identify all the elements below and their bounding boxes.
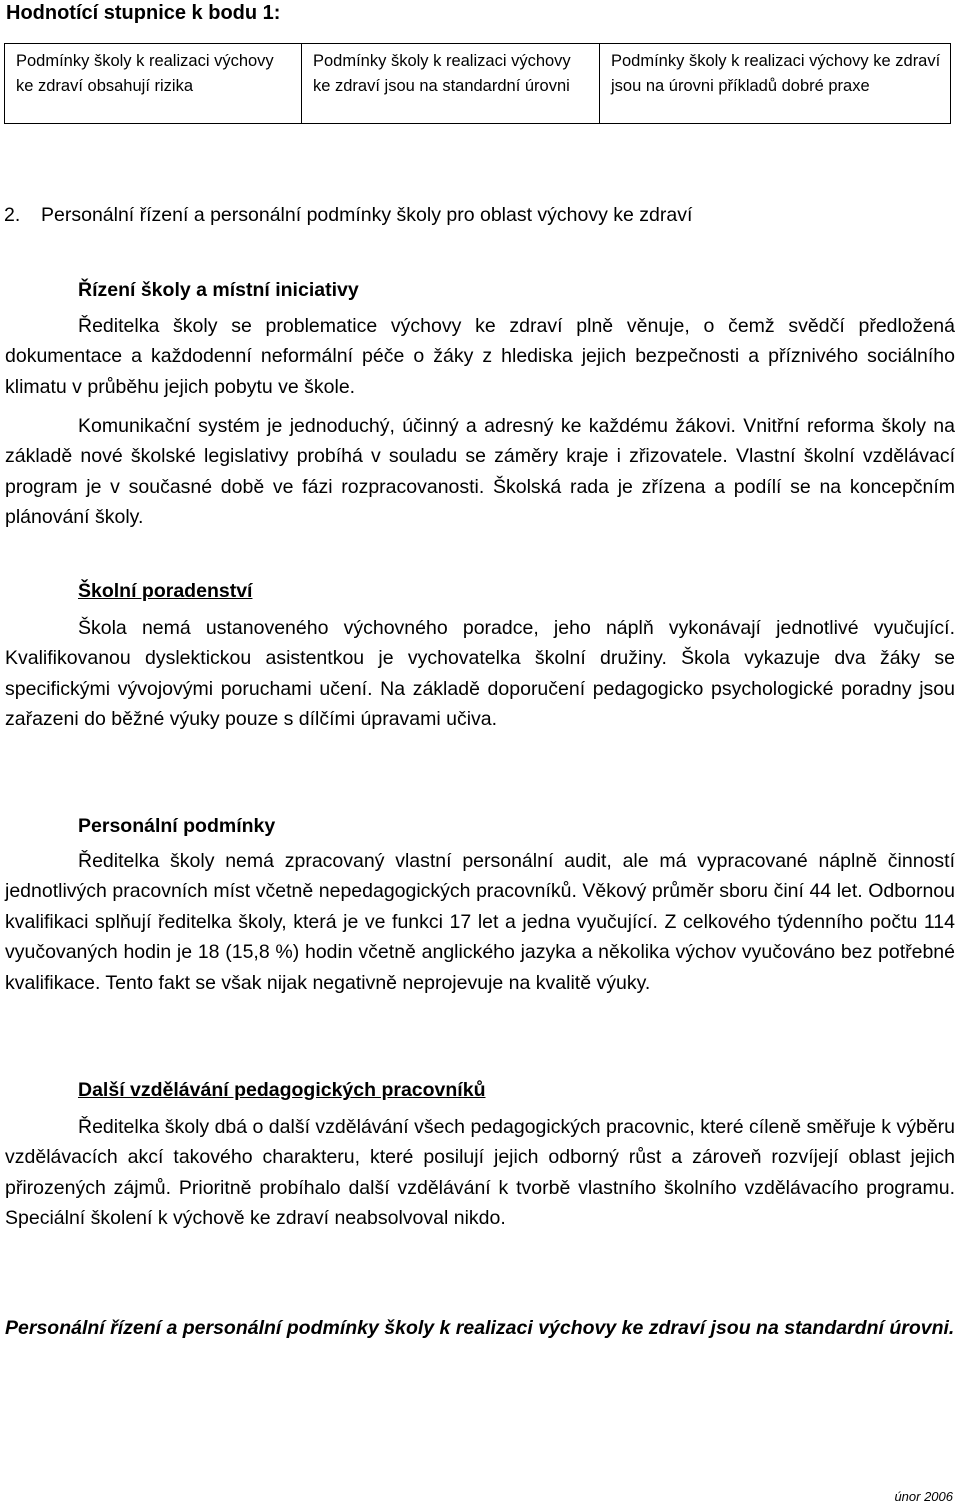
- rating-level-risks: Podmínky školy k realizaci výchovy ke zdraví obsahují rizika: [5, 44, 302, 124]
- paragraph-management-2: Komunikační systém je jednoduchý, účinný a adresný ke každému žákovi. Vnitřní reforma školy na základě nové školské legislativy probíhá v souladu se záměry kraje i zřizovatele. Vlastní školní vzdělávací program je v současné době ve fázi rozpracovanosti. Školská rada je zřízena a podílí se na koncepčním plánování školy.: [5, 415, 955, 529]
- section-number: 2.: [4, 204, 21, 226]
- subsection-heading-management: Řízení školy a místní iniciativy: [78, 279, 359, 301]
- paragraph-staffing: Ředitelka školy nemá zpracovaný vlastní personální audit, ale má vypracované náplně činností jednotlivých pracovních míst včetně nepedagogických pracovníků. Věkový průměr sboru činí 44 let. Odbornou kvalifikaci splňují ředitelka školy, která je ve funkci 17 let a jedna vyučující. Z celkového týdenního počtu 114 vyučovaných hodin je 18 (15,8 %) hodin včetně anglického jazyka a několika výchov vyučováno bez potřebné kvalifikace. Tento fakt se však nijak negativně neprojevuje na kvalitě výuky.: [5, 850, 955, 994]
- page-footer-date: únor 2006: [894, 1489, 953, 1504]
- rating-scale-row: [5, 44, 951, 124]
- subsection-heading-staffing: Personální podmínky: [78, 815, 276, 837]
- rating-level-standard: Podmínky školy k realizaci výchovy ke zdraví jsou na standardní úrovni: [302, 44, 600, 124]
- subsection-heading-further-education: Další vzdělávání pedagogických pracovníků: [78, 1079, 486, 1101]
- subsection-heading-counselling: Školní poradenství: [78, 580, 253, 602]
- paragraph-management-1: Ředitelka školy se problematice výchovy ke zdraví plně věnuje, o čemž svědčí předložená dokumentace a každodenní neformální péče o žáky z hlediska jejich bezpečnosti a příznivého sociálního klimatu v průběhu jejich pobytu ve škole.: [5, 315, 955, 398]
- section-title: Personální řízení a personální podmínky školy pro oblast výchovy ke zdraví: [41, 204, 693, 226]
- rating-level-good-practice: Podmínky školy k realizaci výchovy ke zdraví jsou na úrovni příkladů dobré praxe: [600, 44, 951, 124]
- conclusion: Personální řízení a personální podmínky školy k realizaci výchovy ke zdraví jsou na standardní úrovni.: [5, 1317, 955, 1339]
- paragraph-counselling: Škola nemá ustanoveného výchovného poradce, jeho náplň vykonávají jednotlivé vyučující. Kvalifikovanou dyslektickou asistentkou je vychovatelka školní družiny. Škola vykazuje dva žáky se specifickými vývojovými poruchami učení. Na základě doporučení pedagogicko psychologické poradny jsou zařazeni do běžné výuky pouze s dílčími úpravami učiva.: [5, 617, 955, 731]
- rating-scale-title: Hodnotící stupnice k bodu 1:: [6, 2, 281, 24]
- paragraph-further-education: Ředitelka školy dbá o další vzdělávání všech pedagogických pracovnic, které cíleně směřuje k výběru vzdělávacích akcí takového charakteru, které posilují jejich odborný růst a zároveň rozvíjejí oblast jejich přirozených zájmů. Prioritně probíhalo další vzdělávání k tvorbě vlastního školního vzdělávacího programu. Speciální školení k výchově ke zdraví neabsolvoval nikdo.: [5, 1116, 955, 1230]
- rating-scale-table: [4, 43, 951, 124]
